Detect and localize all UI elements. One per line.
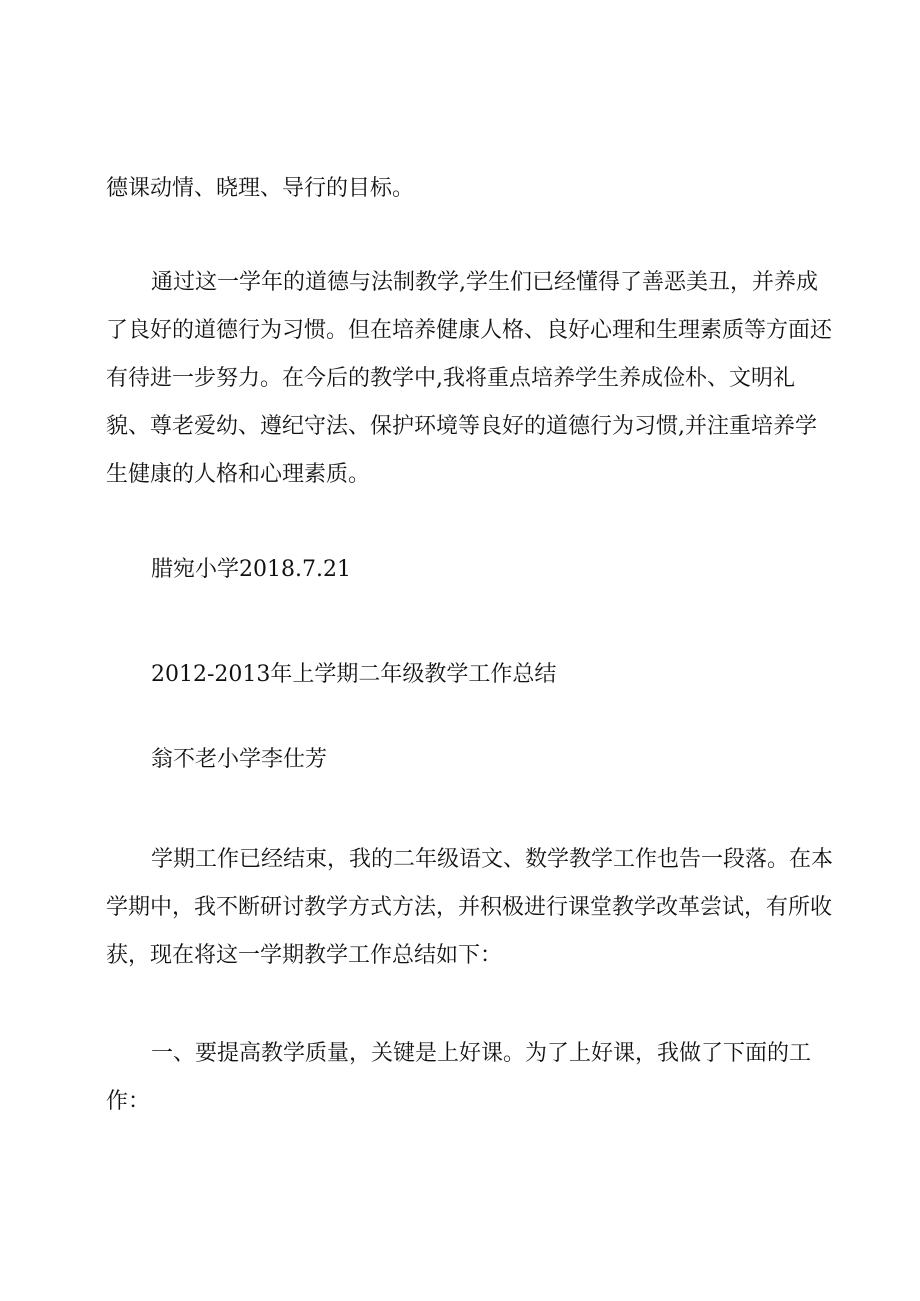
author-line bbox=[106, 736, 822, 784]
text-line: 作： bbox=[106, 1089, 151, 1114]
text-line: 生健康的人格和心理素质。 bbox=[106, 462, 371, 487]
text-line: 学期工作已经结束，我的二年级语文、数学教学工作也告一段落。在本 bbox=[151, 847, 834, 872]
text-line: 获，现在将这一学期教学工作总结如下： bbox=[106, 943, 503, 968]
paragraph-continuation bbox=[106, 165, 822, 213]
text-line: 一、要提高教学质量，关键是上好课。为了上好课，我做了下面的工 bbox=[151, 1041, 812, 1066]
text-line: 通过这一学年的道德与法制教学,学生们已经懂得了善恶美丑，并养成 bbox=[151, 270, 818, 295]
text-line: 腊宛小学2018.7.21 bbox=[151, 557, 351, 582]
signature-school-date bbox=[106, 546, 822, 594]
text-line: 德课动情、晓理、导行的目标。 bbox=[106, 176, 415, 201]
paragraph-intro bbox=[106, 836, 834, 980]
paragraph-summary bbox=[106, 259, 833, 499]
paragraph-section-one bbox=[106, 1030, 822, 1126]
text-line: 了良好的道德行为习惯。但在培养健康人格、良好心理和生理素质等方面还 bbox=[106, 318, 833, 343]
document-title bbox=[106, 651, 822, 699]
text-line: 貌、尊老爱幼、遵纪守法、保护环境等良好的道德行为习惯,并注重培养学 bbox=[106, 414, 817, 439]
text-line: 2012-2013年上学期二年级教学工作总结 bbox=[151, 662, 557, 687]
text-line: 有待进一步努力。在今后的教学中,我将重点培养学生养成俭朴、文明礼 bbox=[106, 366, 795, 391]
text-line: 学期中，我不断研讨教学方式方法，并积极进行课堂教学改革尝试，有所收 bbox=[106, 895, 833, 920]
text-line: 翁不老小学李仕芳 bbox=[151, 747, 328, 772]
